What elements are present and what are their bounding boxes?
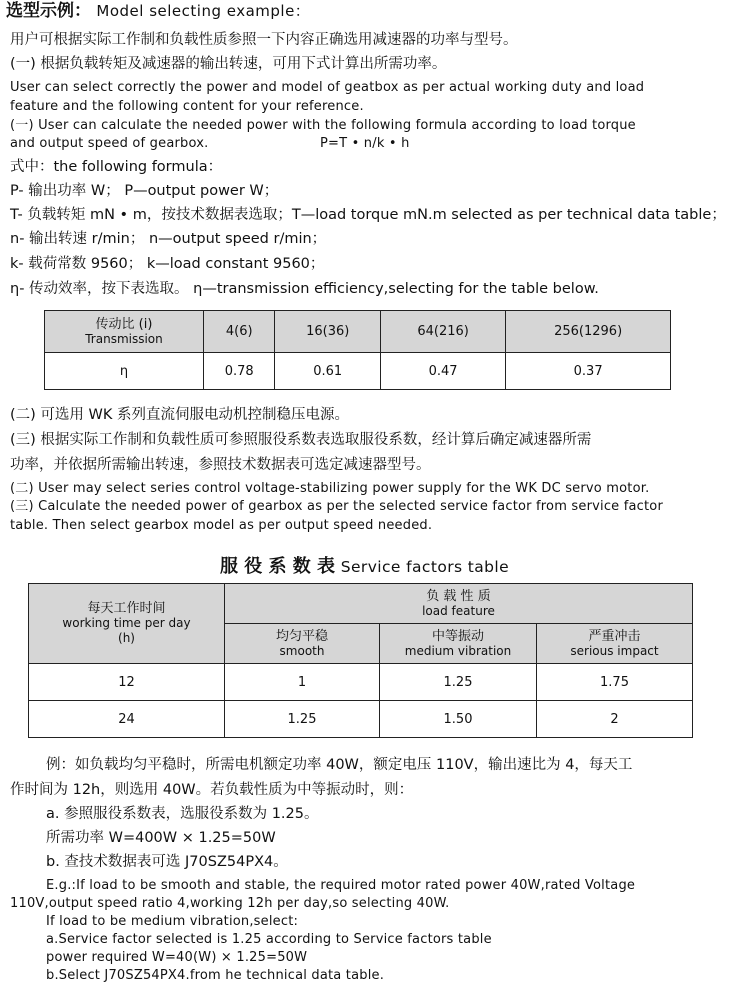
efficiency-value: 0.47 (380, 353, 505, 390)
load-type-en: serious impact (570, 643, 659, 658)
section-title (6, 2, 715, 20)
example-cn-3: a. 参照服役系数表，选服役系数为 1.25。 (46, 806, 319, 822)
efficiency-value: 0.37 (506, 353, 671, 390)
note-line-1: (三) 根据实际工作制和负载性质可参照服役系数表选取服役系数，经计算后确定减速器所需 (10, 432, 592, 448)
efficiency-header-row (45, 311, 671, 353)
note-line-5: table. Then select gearbox model as per output speed needed. (10, 518, 433, 533)
def-line-3: n- 输出转速 r/min； n—output speed r/min； (10, 231, 327, 247)
transmission-header-cn: 传动比 (i) (95, 316, 153, 332)
load-type-cn: 均匀平稳 (275, 628, 328, 644)
factor-cell: 1.50 (380, 701, 537, 738)
working-time-unit: (h) (118, 631, 135, 645)
service-title-cn: 服 役 系 数 表 (219, 556, 336, 577)
example-en-5: power required W=40(W) × 1.25=50W (46, 950, 308, 965)
intro-en-1: User can select correctly the power and model of geatbox as per actual working duty and load (10, 80, 645, 95)
example-cn-5: b. 查技术数据表可选 J70SZ54PX4。 (46, 854, 288, 870)
ratio-cell: 16(36) (275, 311, 381, 353)
table-row (29, 701, 693, 738)
example-cn-4: 所需功率 W=400W × 1.25=50W (46, 830, 276, 846)
transmission-header-en: Transmission (85, 331, 163, 346)
note-line-3: (二) User may select series control voltage-stabilizing power supply for the WK DC servo motor. (10, 481, 650, 496)
example-en-3: If load to be medium vibration,select: (46, 914, 299, 929)
load-type-serious (537, 624, 693, 664)
note-line-2: 功率，并依据所需输出转速，参照技术数据表可选定减速器型号。 (10, 457, 431, 473)
factor-cell: 1.25 (225, 701, 380, 738)
intro-en-3: (一) User can calculate the needed power with the following formula according to load torque (10, 118, 636, 133)
table-row (29, 664, 693, 701)
def-line-5: η- 传动效率，按下表选取。 η—transmission efficiency,selecting for the table below. (10, 281, 599, 297)
efficiency-value: 0.61 (275, 353, 381, 390)
intro-cn-1: 用户可根据实际工作制和负载性质参照一下内容正确选用减速器的功率与型号。 (10, 32, 518, 48)
transmission-header (45, 311, 204, 353)
load-type-smooth (225, 624, 380, 664)
example-cn-2: 作时间为 12h，则选用 40W。若负载性质为中等振动时，则： (10, 782, 414, 798)
efficiency-value: 0.78 (204, 353, 275, 390)
service-factors-table (28, 583, 693, 738)
note-line-4: (三) Calculate the needed power of gearbox as per the selected service factor from service factor (10, 499, 663, 514)
load-type-cn: 严重冲击 (588, 628, 641, 644)
note-line-0: (二) 可选用 WK 系列直流伺服电动机控制稳压电源。 (10, 407, 349, 423)
working-time-en: working time per day (62, 616, 191, 630)
title-cn: 选型示例： (6, 1, 91, 21)
load-feature-header (225, 584, 693, 624)
load-feature-cn: 负 载 性 质 (426, 588, 491, 604)
intro-cn-2: (一) 根据负载转矩及减速器的输出转速，可用下式计算出所需功率。 (10, 56, 447, 72)
load-type-cn: 中等振动 (431, 628, 484, 644)
load-type-medium (380, 624, 537, 664)
example-en-2: 110V,output speed ratio 4,working 12h per day,so selecting 40W. (10, 896, 450, 911)
load-type-en: smooth (279, 643, 325, 658)
title-en: Model selecting example： (96, 2, 311, 20)
intro-en-2: feature and the following content for your reference. (10, 99, 364, 114)
example-en-6: b.Select J70SZ54PX4.from he technical data table. (46, 968, 385, 983)
hours-cell: 12 (29, 664, 225, 701)
def-line-4: k- 载荷常数 9560； k—load constant 9560； (10, 256, 325, 272)
def-line-0: 式中：the following formula： (10, 159, 223, 175)
def-line-1: P- 输出功率 W； P—output power W； (10, 183, 279, 199)
working-time-header (29, 584, 225, 664)
factor-cell: 1 (225, 664, 380, 701)
intro-en-4: and output speed of gearbox. (10, 136, 209, 151)
load-feature-en: load feature (422, 603, 495, 618)
ratio-cell: 256(1296) (506, 311, 671, 353)
working-time-cn: 每天工作时间 (87, 601, 166, 616)
service-table-title (0, 552, 729, 578)
power-formula: P=T • n/k • h (320, 136, 410, 151)
example-en-1: E.g.:If load to be smooth and stable, the required motor rated power 40W,rated Voltage (46, 878, 636, 893)
ratio-cell: 4(6) (204, 311, 275, 353)
def-line-2: T- 负载转矩 mN • m，按技术数据表选取；T—load torque mN.m selected as per technical data table； (10, 207, 726, 223)
intro-en-4-line (10, 135, 715, 153)
efficiency-table (44, 310, 671, 390)
efficiency-value-row (45, 353, 671, 390)
factor-cell: 1.25 (380, 664, 537, 701)
hours-cell: 24 (29, 701, 225, 738)
service-header-row-1 (29, 584, 693, 624)
load-type-en: medium vibration (404, 643, 512, 658)
factor-cell: 2 (537, 701, 693, 738)
ratio-cell: 64(216) (380, 311, 505, 353)
example-cn-1: 例：如负载均匀平稳时，所需电机额定功率 40W，额定电压 110V，输出速比为 4，每天工 (46, 757, 633, 773)
eta-label: η (45, 353, 204, 390)
service-title-en: Service factors table (340, 558, 510, 576)
example-en-4: a.Service factor selected is 1.25 according to Service factors table (46, 932, 492, 947)
factor-cell: 1.75 (537, 664, 693, 701)
